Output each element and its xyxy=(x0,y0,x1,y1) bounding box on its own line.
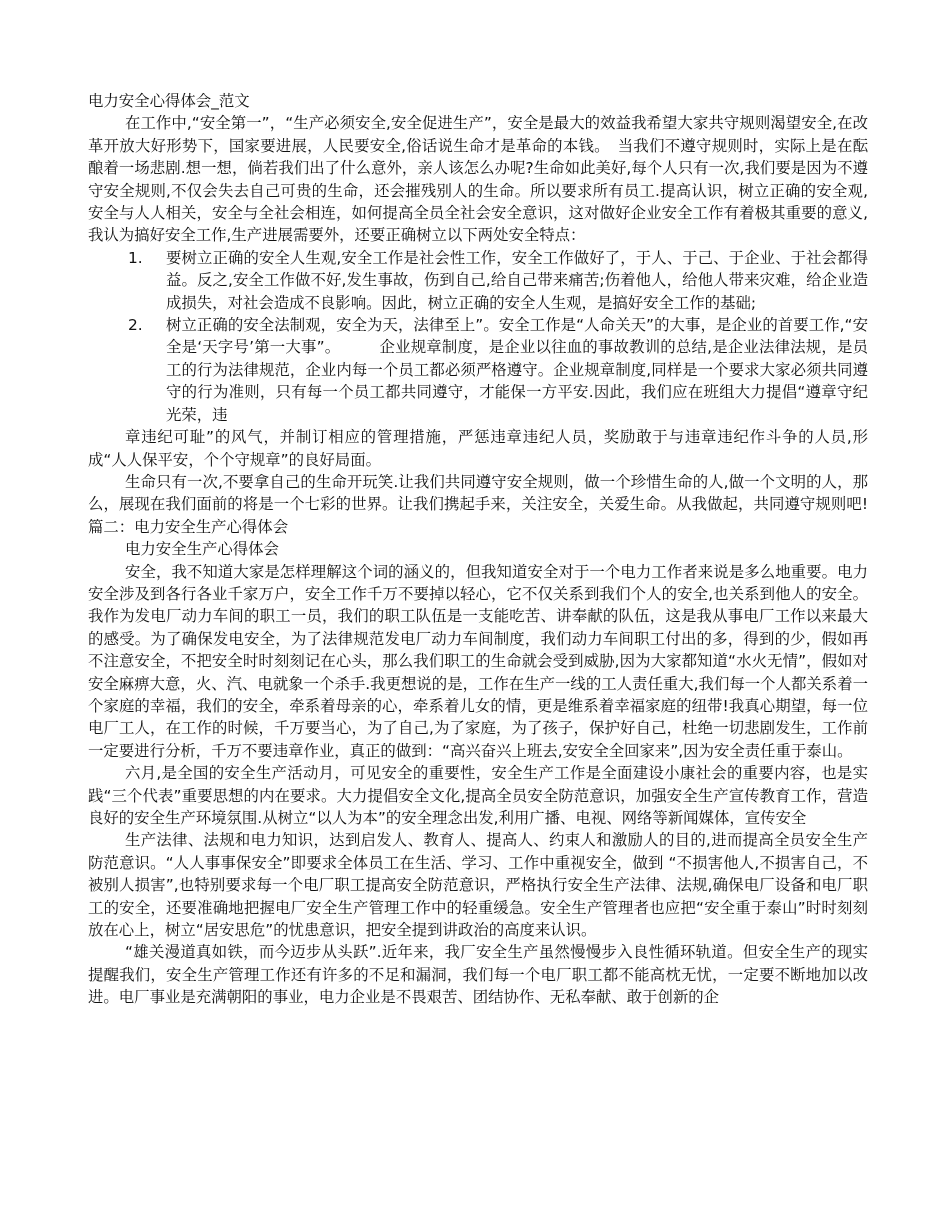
list-continuation-paragraph: 章违纪可耻”的风气，并制订相应的管理措施，严惩违章违纪人员，奖励敢于与违章违纪作斗争的人员,形成“人人保平安，个个守规章”的良好局面。 xyxy=(88,428,868,469)
list-item-number: 1. xyxy=(128,248,143,267)
section-subtitle: 电力安全生产心得体会 xyxy=(125,540,279,559)
final-paragraph: “雄关漫道真如铁，而今迈步从头跃”.近年来，我厂安全生产虽然慢慢步入良性循环轨道。但安全生产的现实提醒我们，安全生产管理工作还有许多的不足和漏洞，我们每一个电厂职工都不能高枕无忧，一定要不断地加以改进。电厂事业是充满朝阳的事业，电力企业是不畏艰苦、团结协作、无私奉献、敢于创新的企 xyxy=(88,943,868,1007)
law-paragraph: 生产法律、法规和电力知识，达到启发人、教育人、提高人、约束人和激励人的目的,进而提高全员安全生产防范意识。“人人事事保安全”即要求全体员工在生活、学习、工作中重视安全，做到 “不损害他人,不损害自己，不被别人损害”,也特别要求每一个电厂职工提高安全防范意识，严格执行安全生产法律、法规,确保电厂设备和电厂职工的安全，还要准确地把握电厂安全生产管理工作中的轻重缓急。安全生产管理者也应把“安全重于泰山”时时刻刻放在心上，树立“居安思危”的忧患意识，把安全提到讲政治的高度来认识。 xyxy=(88,831,868,940)
safety-paragraph: 安全，我不知道大家是怎样理解这个词的涵义的，但我知道安全对于一个电力工作者来说是多么地重要。电力安全涉及到各行各业千家万户，安全工作千万不要掉以轻心，它不仅关系到我们个人的安全,也关系到他人的安全。我作为发电厂动力车间的职工一员，我们的职工队伍是一支能吃苦、讲奉献的队伍，这是我从事电厂工作以来最大的感受。为了确保发电安全，为了法律规范发电厂动力车间制度，我们动力车间职工付出的多，得到的少，假如再不注意安全，不把安全时时刻刻记在心头，那么我们职工的生命就会受到威胁,因为大家都知道“水火无情”，假如对安全麻痹大意，火、汽、电就象一个杀手.我更想说的是，工作在生产一线的工人责任重大,我们每一个人都关系着一个家庭的幸福，我们的安全，牵系着母亲的心，牵系着儿女的情，更是维系着幸福家庭的纽带!我真心期望，每一位电厂工人，在工作的时候，千万要当心，为了自己,为了家庭，为了孩子，保护好自己，杜绝一切悲剧发生，工作前一定要进行分析，千万不要违章作业，真正的做到：“高兴奋兴上班去,安安全全回家来”,因为安全责任重于泰山。 xyxy=(88,562,868,760)
safety-points-list xyxy=(88,247,868,426)
list-item-number: 2. xyxy=(128,316,143,335)
document-title: 电力安全心得体会_范文 xyxy=(88,92,250,110)
document-page xyxy=(88,90,868,1009)
list-item xyxy=(88,247,868,314)
intro-paragraph: 在工作中,“安全第一”，“生产必须安全,安全促进生产”，安全是最大的效益我希望大家共守规则渴望安全,在改革开放大好形势下，国家要进展，人民要安全,俗话说生命才是革命的本钱。 当我们不遵守规则时，实际上是在酝酿着一场悲剧.想一想，倘若我们出了什么意外，亲人该怎么办呢?生命如此美好,每个人只有一次,我们要是因为不遵守安全规则,不仅会失去自己可贵的生命，还会摧残别人的生命。所以要求所有员工.提高认识，树立正确的安全观,安全与人人相关，安全与全社会相连，如何提高全员全社会安全意识，这对做好企业安全工作有着极其重要的意义,我认为搞好安全工作,生产进展需要外，还要正确树立以下两处安全特点： xyxy=(88,114,868,245)
list-item-text: 要树立正确的安全人生观,安全工作是社会性工作，安全工作做好了，于人、于己、于企业、于社会都得益。反之,安全工作做不好,发生事故，伤到自己,给自己带来痛苦;伤着他人，给他人带来灾难，给企业造成损失，对社会造成不良影响。因此，树立正确的安全人生观，是搞好安全工作的基础; xyxy=(166,248,868,312)
june-paragraph: 六月,是全国的安全生产活动月，可见安全的重要性，安全生产工作是全面建设小康社会的重要内容，也是实践“三个代表”重要思想的内在要求。大力提倡安全文化,提高全员安全防范意识，加强安全生产宣传教育工作，营造良好的安全生产环境氛围.从树立“以人为本”的安全理念出发,利用广播、电视、网络等新闻媒体，宣传安全 xyxy=(88,764,868,827)
life-paragraph: 生命只有一次,不要拿自己的生命开玩笑.让我们共同遵守安全规则，做一个珍惜生命的人,做一个文明的人，那么，展现在我们面前的将是一个七彩的世界。让我们携起手来，关注安全，关爱生命。从我做起，共同遵守规则吧!篇二：电力安全生产心得体会 xyxy=(88,472,868,536)
list-item xyxy=(88,314,868,426)
list-item-text: 树立正确的安全法制观，安全为天，法律至上”。安全工作是“人命关天”的大事，是企业的首要工作,“安全是‘天字号’第一大事”。 企业规章制度，是企业以往血的事故教训的总结,是企业法律法规，是员工的行为法律规范，企业内每一个员工都必须严格遵守。企业规章制度,同样是一个要求大家必须共同遵守的行为准则，只有每一个员工都共同遵守，才能保一方平安.因此，我们应在班组大力提倡“遵章守纪光荣，违 xyxy=(166,316,868,424)
